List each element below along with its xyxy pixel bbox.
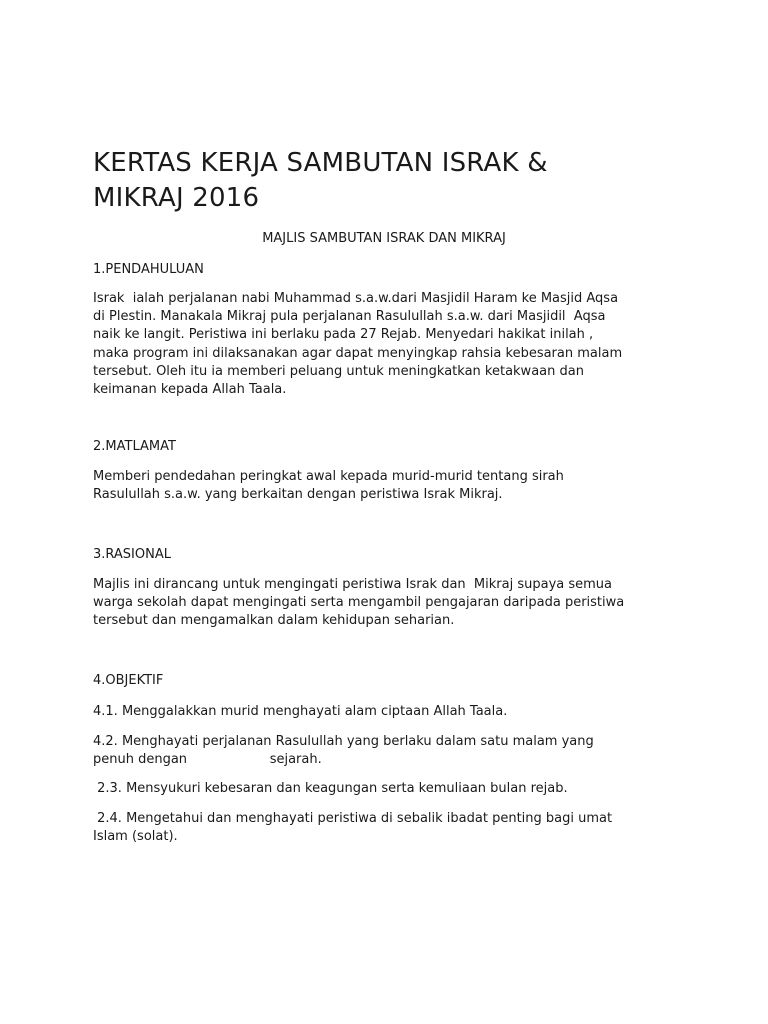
section-heading-objektif: 4.OBJEKTIF <box>93 673 164 688</box>
document-title <box>93 146 653 216</box>
document-subtitle: MAJLIS SAMBUTAN ISRAK DAN MIKRAJ <box>262 231 506 246</box>
paragraph-matlamat <box>93 468 678 504</box>
text-line: tersebut dan mengamalkan dalam kehidupan seharian. <box>93 613 455 629</box>
text-line: Rasulullah s.a.w. yang berkaitan dengan peristiwa Israk Mikraj. <box>93 487 503 503</box>
text-line: Majlis ini dirancang untuk mengingati peristiwa Israk dan Mikraj supaya semua <box>93 577 613 592</box>
text-line: 2.4. Mengetahui dan menghayati peristiwa di sebalik ibadat penting bagi umat <box>93 811 613 826</box>
text-line: naik ke langit. Peristiwa ini berlaku pada 27 Rejab. Menyedari hakikat inilah , <box>93 327 594 343</box>
text-line: penuh dengan sejarah. <box>93 752 322 768</box>
objective-item <box>93 780 678 798</box>
text-line: keimanan kepada Allah Taala. <box>93 382 287 398</box>
document-title-line: KERTAS KERJA SAMBUTAN ISRAK & <box>93 148 548 178</box>
objective-item <box>93 733 678 769</box>
text-line: warga sekolah dapat mengingati serta mengambil pengajaran daripada peristiwa <box>93 595 625 611</box>
text-line: Israk ialah perjalanan nabi Muhammad s.a.w.dari Masjidil Haram ke Masjid Aqsa <box>93 291 619 306</box>
text-line: tersebut. Oleh itu ia memberi peluang untuk meningkatkan ketakwaan dan <box>93 363 584 379</box>
paragraph-pendahuluan <box>93 290 678 399</box>
text-line: 4.2. Menghayati perjalanan Rasulullah yang berlaku dalam satu malam yang <box>93 734 594 749</box>
section-heading-pendahuluan: 1.PENDAHULUAN <box>93 262 204 277</box>
text-line: 2.3. Mensyukuri kebesaran dan keagungan serta kemuliaan bulan rejab. <box>93 781 568 796</box>
objective-item <box>93 810 678 846</box>
text-line: di Plestin. Manakala Mikraj pula perjalanan Rasulullah s.a.w. dari Masjidil Aqsa <box>93 309 606 325</box>
text-line: Islam (solat). <box>93 829 178 845</box>
text-line: 4.1. Menggalakkan murid menghayati alam ciptaan Allah Taala. <box>93 704 508 719</box>
section-heading-matlamat: 2.MATLAMAT <box>93 439 176 454</box>
text-line: maka program ini dilaksanakan agar dapat menyingkap rahsia kebesaran malam <box>93 345 623 361</box>
paragraph-rasional <box>93 576 678 631</box>
text-line: Memberi pendedahan peringkat awal kepada murid-murid tentang sirah <box>93 469 564 484</box>
document-title-line: MIKRAJ 2016 <box>93 183 260 213</box>
section-heading-rasional: 3.RASIONAL <box>93 547 171 562</box>
objective-item <box>93 703 678 721</box>
